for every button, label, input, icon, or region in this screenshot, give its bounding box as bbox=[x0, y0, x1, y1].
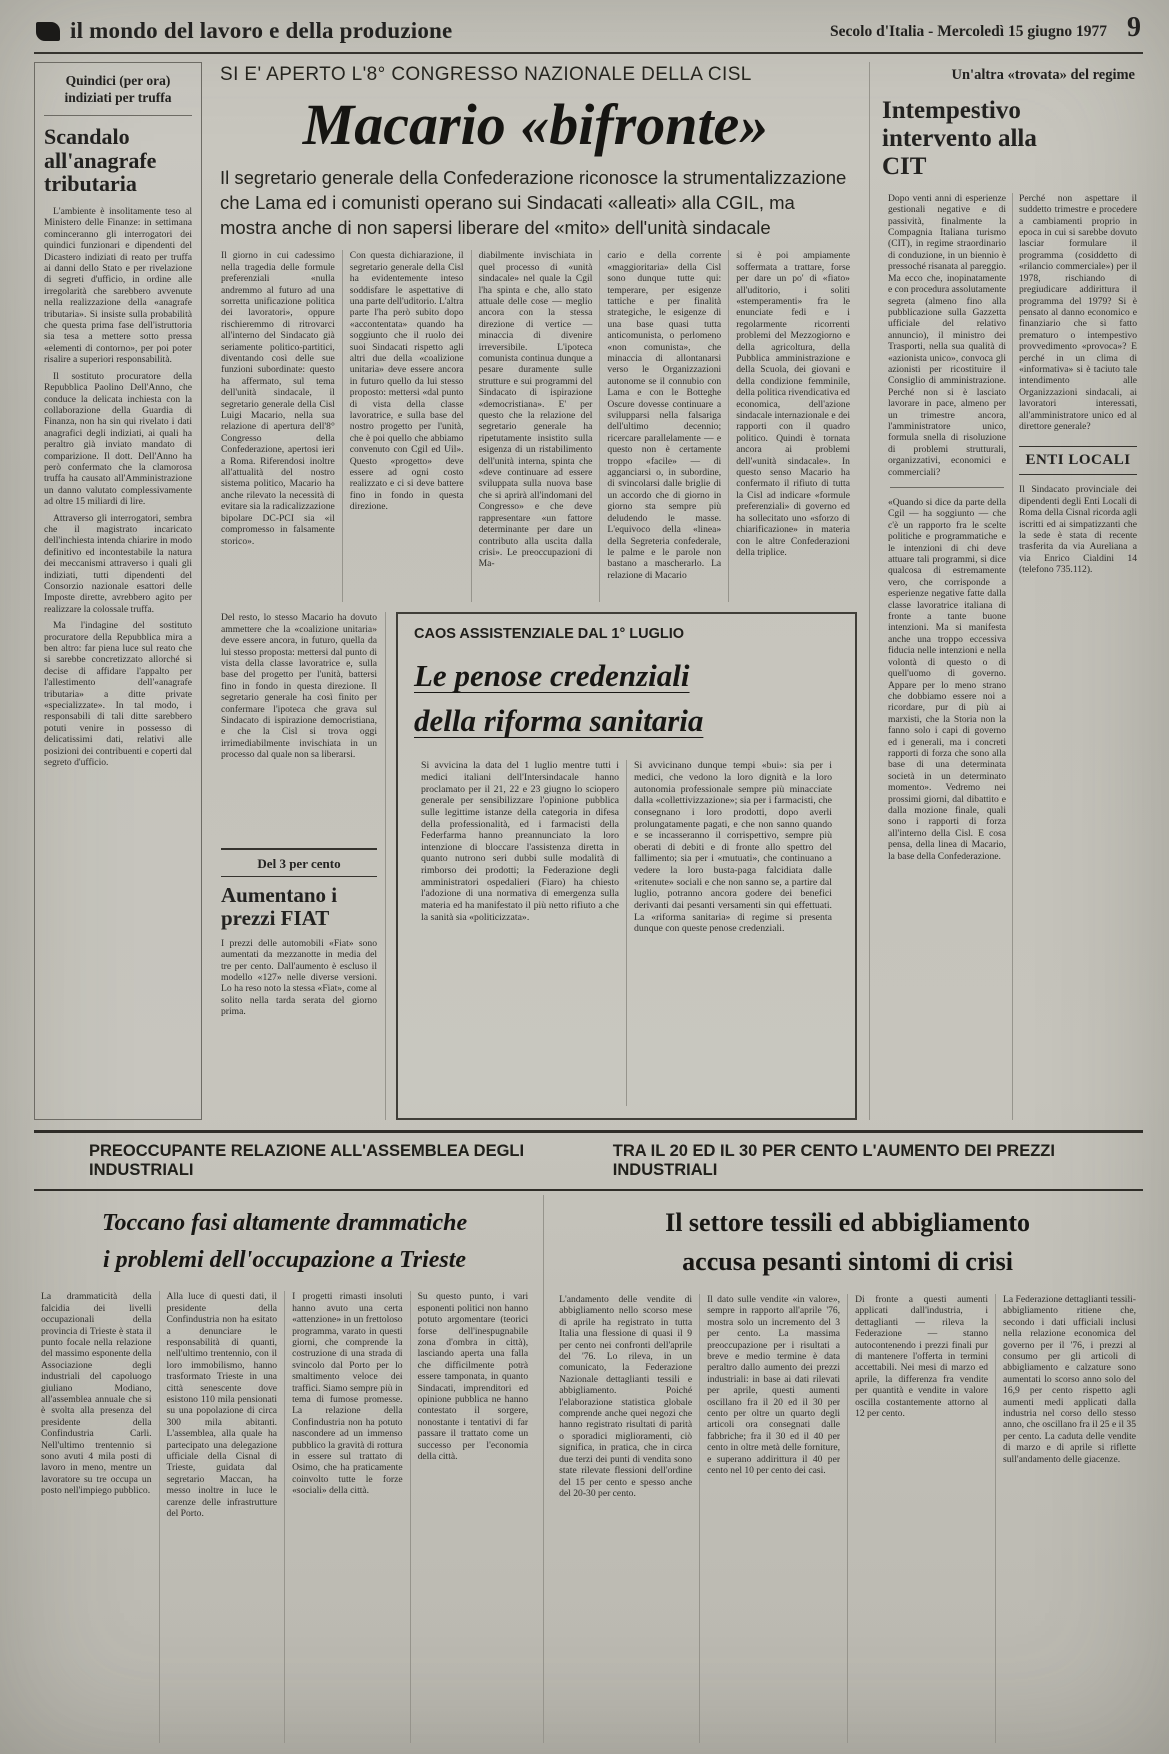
paragraph: Ma l'indagine del sostituto procuratore della Repubblica mira a ben altro: far piena luce sul reato che si sarebbe concretizzato allorché si decise di affidare l'appalto per l'allestimento dell'«anagrafe tributaria» a ditte private «specializzate». In tal modo, i responsabili di tali ditte sarebbero potuti venire in possesso di delicatissimi dati, relativi alle posizioni dei contribuenti e coperti dal segreto d'ufficio. bbox=[44, 620, 192, 769]
article-body bbox=[44, 206, 192, 769]
paragraph: Il sostituto procuratore della Repubblica Paolino Dell'Anno, che conduce la delicata inchiesta con la collaborazione della Guardia di Finanza, non ha sin qui rivelato i dati anagrafici degli indiziati, ai quali ha peraltro già inviato mandato di comparizione. Il dott. Dell'Anno ha però confermato che la clamorosa truffa ha causato all'Amministrazione un danno valutato complessivamente ad oltre 15 miliardi di lire. bbox=[44, 370, 192, 508]
strip-headline-left: PREOCCUPANTE RELAZIONE ALL'ASSEMBLEA DEGLI INDUSTRIALI bbox=[89, 1142, 525, 1179]
article-macario bbox=[214, 62, 857, 1120]
section-logo-icon bbox=[36, 22, 60, 41]
article-column: Il giorno in cui cadessimo nella tragedia delle formule preferenziali «nulla andremmo al futuro ad una sorretta unificazione politica dei lavoratori», oppure rischieremmo di ritrovarci all'interno del Sindacato già seriamente politico-partitici, diventando così delle sue funzioni subordinate: questo ha affermato, sul tema dell'unità sindacale, il segretario generale della Cisl Luigi Macario, nella sua relazione di apertura dell'8° Congresso della Confederazione, apertosi ieri a Roma. Riferendosi inoltre all'attualità del nostro sistema politico, Macario ha anche rilevato la necessità di evitare sia la radicalizzazione bipolare DC-PCI sia «il compromesso in falsamente storico». bbox=[221, 250, 335, 547]
masthead-date: Secolo d'Italia - Mercoledì 15 giugno 1977 bbox=[830, 23, 1107, 40]
bottom-strip-headline bbox=[34, 1130, 1143, 1191]
article-columns bbox=[552, 1294, 1143, 1743]
section-title: il mondo del lavoro e della produzione bbox=[70, 18, 453, 43]
article-kicker: Del 3 per cento bbox=[221, 856, 377, 877]
article-column bbox=[882, 193, 1012, 1120]
strip-headline-right: TRA IL 20 ED IL 30 PER CENTO L'AUMENTO DEI PREZZI INDUSTRIALI bbox=[612, 1142, 1055, 1179]
article-kicker: Quindici (per ora) indiziati per truffa bbox=[44, 73, 192, 116]
article-column: Si avvicina la data del 1 luglio mentre tutti i medici italiani dell'Intersindacale hanno proclamato per il 21, 22 e 23 giugno lo sciopero generale per sensibilizzare l'opinione pubblica sulle legittime istanze della categoria in difesa della professionalità, ed i farmacisti della Federfarma hanno preannunciato la loro intenzione di bloccare l'assistenza diretta in quanto nutrono seri dubbi sulle modalità di rimborso dei prodotti; la Federazione degli amministratori ospedalieri (Fiaro) ha chiesto l'adozione di una normativa di emergenza sulla materia ed ha manifestato il più netto rifiuto a che la sanità sia «politicizzata». bbox=[421, 760, 619, 923]
title-line: della riforma sanitaria bbox=[414, 703, 704, 739]
article-column: Si avvicinano dunque tempi «bui»: sia per i medici, che vedono la loro dignità e la loro autonomia professionale sempre più minacciate dalla «collettivizzazione»; sia per i farmacisti, che consegnano i loro prodotti, dopo averli prolungatamente pagati, e che non sanno quando e se incasseranno il corrispettivo, sempre più oberati di debiti e di fronte allo spettro del fallimento; sia per i «mutuati», che continuano a vedere la loro busta-paga falcidiata dalle «ritenute» sociali e che non sanno se, a partire dal luglio, potranno ancora godere dei benefici derivanti dai pesanti versamenti sin qui effettuati. La «riforma sanitaria» di regime si presenta dunque con queste penose credenziali. bbox=[626, 760, 839, 1106]
center-lower-left bbox=[214, 612, 386, 1120]
page-header bbox=[34, 8, 1143, 54]
main-content-row bbox=[34, 62, 1143, 1120]
article-trieste bbox=[34, 1195, 544, 1743]
article-column: diabilmente invischiata in quel processo di «unità sindacale» nel quale la Cgil l'ha spinta e che, allo stato attuale delle cose — meglio ancora con la stessa direzione di vertice — minaccia di divenire irreversibile. L'ipoteca comunista continua dunque a pesare duramente sulle strutture e sui programmi del Sindacato di ispirazione «democristiana». E' per questo che la relazione del segretario generale ha ripetutamente insistito sulla esigenza di un ristabilimento dell'unità interna, spinta che «deve continuare ad essere sviluppata sulla nuova base che si aprirà all'indomani del Congresso» e che deve rappresentare «un fattore determinante per dare un contributo alla uscita dalla crisi». Le preoccupazioni di Ma- bbox=[471, 250, 600, 602]
bottom-section bbox=[34, 1195, 1143, 1743]
article-column: Con questa dichiarazione, il segretario generale della Cisl ha evidentemente inteso soddisfare le aspettative di una parte dell'uditorio. L'altra parte l'ha però subito dopo «accontentata» quando ha soggiunto che il ruolo dei suoi Sindacati rispetto agli altri due della «coalizione unitaria» deve essere ancora in futuro quello da lui stesso proposto: mettersi «dal punto di vista della classe lavoratrice, e sulla base del nostro progetto per l'unità, che è poi quello che abbiamo convenuto con Cgil ed Uil». Questo «progetto» deve essere ad ogni costo realizzato e ci si deve battere fino in fondo in questa direzione. bbox=[342, 250, 471, 602]
article-column: Di fronte a questi aumenti applicati dall'industria, i dettaglianti — rileva la Federazione — stanno autocontenendo i prezzi finali pur di mantenere l'offerta in termini accettabili. Nei mesi di marzo ed aprile, la differenza fra vendite per quantità e vendite in valore oscilla costantemente attorno al 12 per cento. bbox=[847, 1294, 995, 1743]
article-title bbox=[552, 1203, 1143, 1281]
article-column: I progetti rimasti insoluti hanno avuto una certa «attenzione» in un frettoloso programma, varato in questi giorni, che comprende la costruzione di una strada di svincolo dal Porto per lo smaltimento veloce dei traffici. Siamo sempre più in tema di fumose promesse. La relazione della Confindustria non ha potuto nascondere ad un immenso pubblico la gravità di rottura in essere sul trattato di Osimo, che ha praticamente coinvolto tutte le forze «sociali» della città. bbox=[284, 1291, 410, 1743]
article-column: L'andamento delle vendite di abbigliamento nello scorso mese di aprile ha registrato in tutta Italia una flessione di quasi il 9 per cento nei confronti dell'aprile del '76. Lo rileva, in un comunicato, la Federazione Nazionale dettaglianti tessili e abbigliamento. Poiché l'elaborazione statistica globale comprende anche quei negozi che hanno registrato risultati di parità o sporadici miglioramenti, ciò significa, in pratica, che in circa due terzi dei punti di vendita sono state rilevate flessioni dell'ordine del 15 per cento e spesso anche del 20-30 per cento. bbox=[559, 1294, 693, 1499]
title-line: i problemi dell'occupazione a Trieste bbox=[103, 1247, 467, 1274]
page-number: 9 bbox=[1127, 12, 1141, 43]
article-column: Il dato sulle vendite «in valore», sempre in rapporto all'aprile '76, mostra solo un incremento del 3 per cento. La massima preoccupazione per i risultati a breve e medio termine è data peraltro dallo aumento dei prezzi industriali: in base ai dati rilevati per aprile, questi aumenti oscillano fra il 20 ed il 30 per cento per oltre un quarto degli articoli ora consegnati dalle fabbriche; fra il 30 ed il 40 per cento in oltre metà delle forniture, e superano addirittura il 40 per cento nel 10 per cento dei casi. bbox=[699, 1294, 847, 1743]
title-line: accusa pesanti sintomi di crisi bbox=[682, 1247, 1013, 1276]
article-kicker: CAOS ASSISTENZIALE DAL 1° LUGLIO bbox=[414, 626, 685, 643]
article-prezzi-fiat bbox=[221, 848, 377, 1120]
article-column: La drammaticità della falcidia dei livelli occupazionali della provincia di Trieste è stata il punto focale nella relazione del massimo esponente della Associazione degli industriali del capoluogo giuliano Modiano, all'assemblea annuale che si è svolta alla presenza del presidente della Confindustria Carli. Nell'ultimo trentennio si sono avuti 4 mila posti di lavoro in meno, mentre un lavoratore su tre occupa un posto nell'impiego pubblico. bbox=[41, 1291, 152, 1497]
article-riforma-sanitaria bbox=[396, 612, 857, 1120]
article-column: Su questo punto, i vari esponenti politici non hanno potuto argomentare (teorici forse dell'inespugnabile zona d'ombra in città), lasciando aperta una falla che difficilmente potrà essere tamponata, in quanto Sindacati, imprenditori ed opinione pubblica ne hanno contestato il sorgere, nonostante i tentativi di far passare il trattato come un successo per l'economia della città. bbox=[410, 1291, 536, 1743]
paragraph: L'ambiente è insolitamente teso al Ministero delle Finanze: in settimana cominceranno gli interrogatori dei quindici funzionari e dipendenti del Dicastero indiziati di reato per truffa ai danni dello Stato e per rivelazione di segreti d'ufficio, in ordine alle irregolarità che sarebbero avvenute nella realizzazione della «anagrafe tributaria». Si insiste sulla probabilità che questa prima fase dell'istruttoria sia tesa a mettere sotto pressa «elementi di contorno», per poi poter risalire a superiori responsabilità. bbox=[44, 206, 192, 366]
article-column: La Federazione dettaglianti tessili-abbigliamento ritiene che, secondo i dati ufficiali inclusi nella relazione economica del governo per il '76, i prezzi al consumo per gli articoli di abbigliamento e calzature sono aumentati lo scorso anno solo del 16,9 per cento rispetto agli aumenti medi applicati dalla industria nel corso dello stesso anno, che oscillano fra il 25 e il 35 per cento. La caduta delle vendite di marzo e di aprile si riflette sull'andamento delle giacenze. bbox=[995, 1294, 1143, 1743]
article-column: cario e della corrente «maggioritaria» della Cisl sono dunque tutte qui: temperare, per esigenze tattiche e per finalità strategiche, le esigenze di una base quasi tutta anticomunista, o perlomeno «non comunista», che minaccia di allontanarsi verso le Organizzazioni autonome se il connubio con Lama e con le Botteghe Oscure dovesse continuare a svilupparsi nella falsariga dell'ultimo decennio; ricercare parallelamente — e questo non è certamente troppo «facile» — di agganciarsi o, in subordine, di svincolarsi dalle briglie di un accordo che di giorno in giorno sta sempre più deludendo le masse. L'equivoco della «linea» della Segreteria confederale, le palme e le parole non bastano a mascherarlo. La relazione di Macario bbox=[599, 250, 728, 602]
article-cit bbox=[869, 62, 1143, 1120]
title-line: Il settore tessili ed abbigliamento bbox=[665, 1208, 1031, 1237]
paragraph: Attraverso gli interrogatori, sembra che il magistrato incaricato dell'inchiesta intenda chiarire in modo definitivo ed incontestabile la natura dei meccanismi attraverso i quali gli indiziati, tutti dipendenti del Consorzio nazionale esattori delle Imposte dirette, avrebbero agito per realizzare la colossale truffa. bbox=[44, 512, 192, 615]
article-columns bbox=[34, 1291, 535, 1743]
column-divider bbox=[890, 487, 1004, 488]
article-kicker: SI E' APERTO L'8° CONGRESSO NAZIONALE DELLA CISL bbox=[220, 64, 752, 85]
title-line: Le penose credenziali bbox=[414, 658, 690, 694]
main-headline: Macario «bifronte» bbox=[302, 92, 769, 157]
article-body: Perché non aspettare il suddetto trimestre e procedere a cambiamenti proprio in epoca in cui si sarebbe dovuto lasciar formulare il programma (cosiddetto di «rilancio commerciale») per il 1978, rischiando di pregiudicare addirittura il programma del 1979? Si è pensato al danno economico e finanziario che sì fatto prematuro o intempestivo provvedimento «provoca»? E perché in un clima di «informativa» si è taciuto tale intendimento alle Organizzazioni sindacali, ai lavoratori interessati, all'amministratore unico ed al direttore generale? bbox=[1019, 192, 1137, 432]
article-title: Scandalo all'anagrafe tributaria bbox=[44, 123, 157, 197]
enti-locali-title: ENTI LOCALI bbox=[1019, 446, 1137, 475]
article-columns bbox=[882, 193, 1143, 1120]
article-title: Intempestivo intervento alla CIT bbox=[882, 96, 1037, 180]
enti-locali-body: Il Sindacato provinciale dei dipendenti degli Enti Locali di Roma della Cisnal ricorda agli iscritti ed ai simpatizzanti che la sede è stata di recente trasferita da via Aureliana a via Enrico Cialdini 14 (telefono 735.112). bbox=[1019, 484, 1137, 576]
article-title bbox=[34, 1205, 535, 1279]
article-body: Dopo venti anni di esperienze gestionali negative e di passività, finalmente la Compagnia Italiana turismo (CIT), in regime straordinario di conduzione, in un biennio è pressoché risanata al pareggio. Ma ecco che, inopinatamente e con procedura assolutamente segreta (almeno fino alla pubblicazione sulla Gazzetta ufficiale del relativo annuncio), il ministro dei Trasporti, nella sua qualità di «azionista unico», convoca gli azionisti per ricostituire il Consiglio di amministrazione. Perché non si è lasciato lavorare in pace, almeno per un trimestre ancora, l'amministratore unico, formula snella di risoluzione di problemi strutturali, organizzativi, economici e commerciali? bbox=[888, 192, 1007, 478]
article-tessili bbox=[544, 1195, 1143, 1743]
article-scandalo-anagrafe bbox=[34, 62, 202, 1120]
edition-info bbox=[830, 12, 1141, 44]
article-column: si è poi ampiamente soffermata a trattare, forse per dare un po' di «fiato» all'uditorio, i soliti «stemperamenti» fra le enunciate fedi e i regolarmente ricorrenti problemi del Mezzogiorno e della agricoltura, della Pubblica amministrazione e della Scuola, dei giovani e della condizione femminile, della politica rivendicativa ed economica, dell'azione sindacale internazionale e dei rapporti con il quadro politico. Quindi è tornata ancora ai problemi dell'«unità sindacale». In questo senso Macario ha confermato il rifiuto di tutta la Cisl ad indicare «formule preferenziali» di governo ed ha sollecitato uno «sforzo di chiarificazione» in materia con le altre Confederazioni della triplice. bbox=[728, 250, 857, 602]
article-kicker: Un'altra «trovata» del regime bbox=[951, 67, 1135, 83]
section-masthead bbox=[36, 18, 452, 44]
article-body: I prezzi delle automobili «Fiat» sono aumentati da mezzanotte in media del tre per cento. Dall'aumento è escluso il modello «127» nelle diverse versioni. Lo ha reso noto la stessa «Fiat», come al solito nella tarda serata del giorno prima. bbox=[221, 937, 377, 1018]
article-columns bbox=[214, 250, 857, 602]
article-title bbox=[414, 654, 744, 744]
title-line: Toccano fasi altamente drammatiche bbox=[102, 1210, 468, 1236]
article-continuation: Del resto, lo stesso Macario ha dovuto ammettere che la «coalizione unitaria» deve essere ancora, in futuro, quella da lui stesso proposta: mettersi dal punto di vista della classe lavoratrice e, sulla base del progetto per l'unità, battersi fino in fondo in questa direzione. Il segretario generale ha così finito per confermare l'ipoteca che grava sul Sindacato di ispirazione democristiana, e che la Cisl si trova oggi irrimediabilmente invischiata in un processo dal quale non sa liberarsi. bbox=[221, 612, 377, 761]
center-lower-row bbox=[214, 612, 857, 1120]
article-column bbox=[1012, 193, 1143, 1120]
article-title: Aumentano i prezzi FIAT bbox=[221, 883, 338, 931]
article-deck: Il segretario generale della Confederazione riconosce la strumentalizzazione che Lama ed i comunisti operano sui Sindacati «alleati» alla CGIL, ma mostra anche di non sapersi liberare del «mito» dell'unità sindacale bbox=[220, 167, 847, 238]
macario-continuation: «Quando si dice da parte della Cgil — ha soggiunto — che c'è un rapporto fra le scelte politiche e programmatiche e le intenzioni di chi deve attuare tali programmi, si dice qualcosa di estremamente vero, che corrisponde a esperienze negative fatte dalla classe lavoratrice italiana di fronte a tante buone intenzioni. Ma si manifesta anche una troppo eccessiva fiducia nelle intenzioni e nella volontà di questo o di quell'uomo di governo. Appare per lo meno strano che dobbiamo essere noi a ricordare, pur di più ai marxisti, che la Storia non la fanno solo i capi di governo ed i generali, ma i concreti rapporti di forza che sono alla base di una determinata società in un determinato momento». Vedremo nei prossimi giorni, dal dibattito e dalla mozione finale, quali sono i rapporti di forza all'interno della Cisl. E cosa pensa, della linea di Macario, la base della Confederazione. bbox=[888, 497, 1006, 862]
article-columns bbox=[414, 760, 839, 1106]
article-column: Alla luce di questi dati, il presidente della Confindustria non ha esitato a denunciare le responsabilità di quanti, nell'ultimo trentennio, con il loro immobilismo, hanno trasformato Trieste in una città senescente dove esistono 110 mila pensionati su una popolazione di circa 300 mila abitanti. L'assemblea, alla quale ha partecipato una delegazione ufficiale della Cisnal di Trieste, guidata dal segretario Maccan, ha messo inoltre in luce le carenze delle infrastrutture del Porto. bbox=[159, 1291, 285, 1743]
